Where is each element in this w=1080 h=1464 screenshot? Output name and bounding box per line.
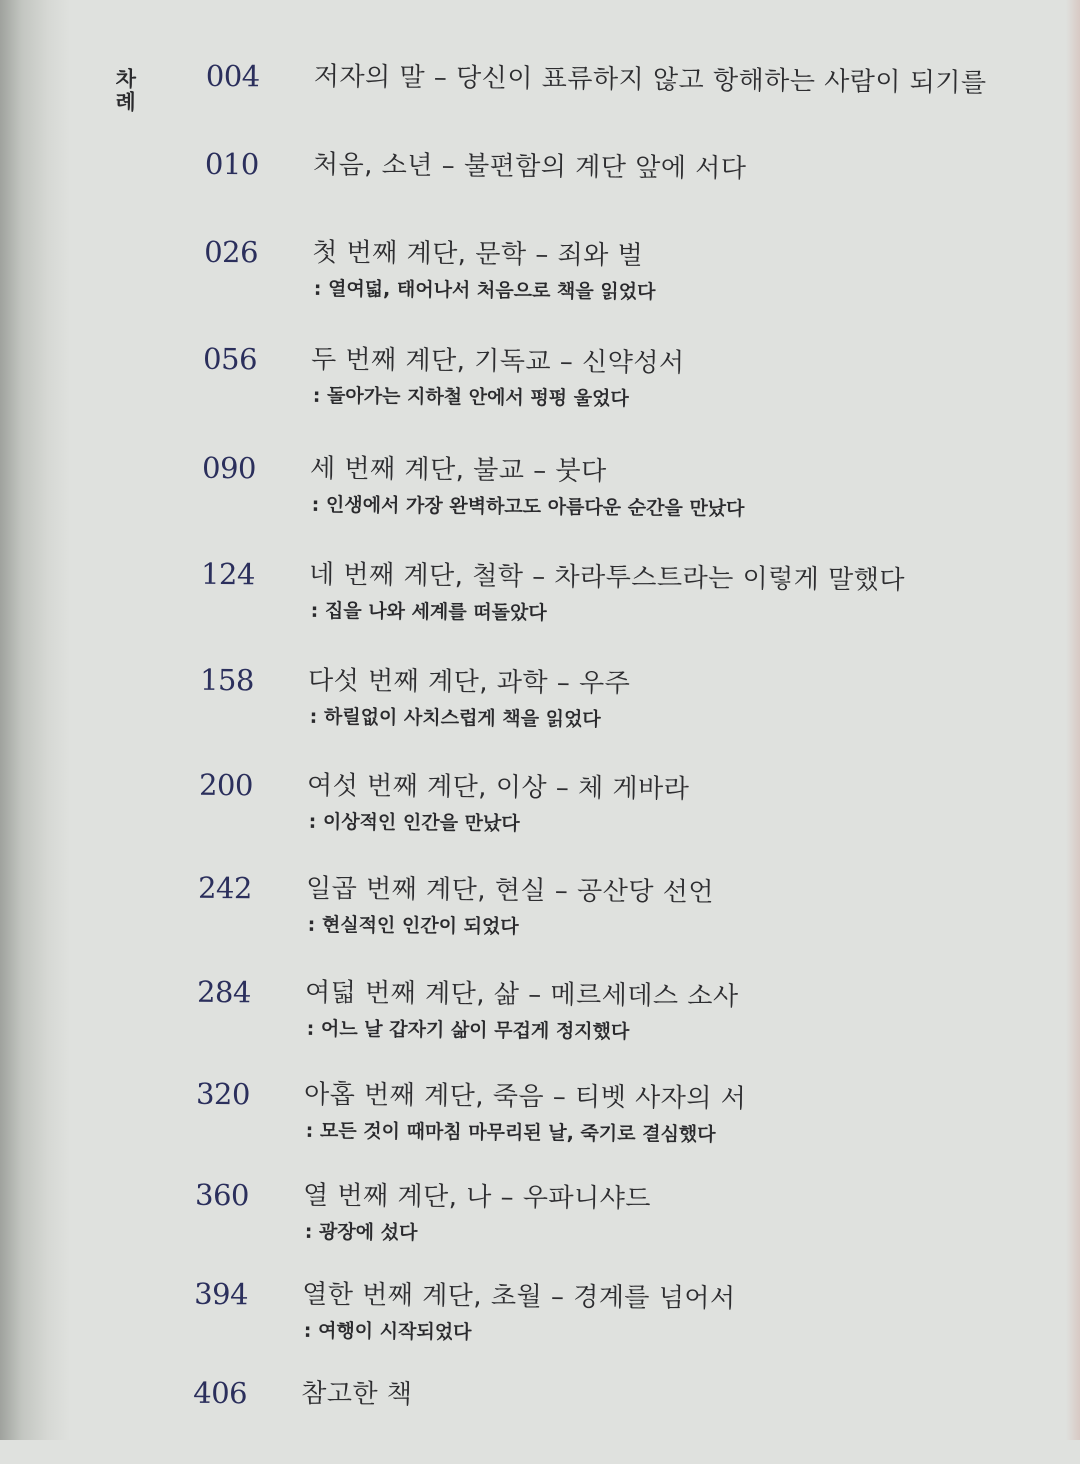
toc-entry [0, 57, 1000, 147]
toc-entry-subtitle: : 인생에서 가장 완벽하고도 아름다운 순간을 만났다 [311, 493, 745, 521]
toc-page-number: 004 [205, 58, 260, 94]
toc-page-number: 406 [193, 1375, 248, 1411]
toc-entry-subtitle: : 하릴없이 사치스럽게 책을 읽었다 [309, 705, 601, 731]
toc-entry-subtitle: : 광장에 섰다 [304, 1220, 418, 1244]
toc-entry-title: 처음, 소년 – 불편함의 계단 앞에 서다 [312, 149, 747, 185]
toc-entry [0, 1374, 987, 1464]
toc-page-number: 026 [203, 234, 259, 270]
toc-entry [0, 1075, 990, 1165]
toc-entry [0, 869, 992, 959]
toc-page-number: 010 [204, 146, 260, 182]
toc-page-number: 200 [198, 767, 254, 803]
toc-page-number: 360 [194, 1177, 250, 1213]
toc-entry-subtitle: : 집을 나와 세계를 떠돌았다 [310, 599, 547, 625]
toc-entry-title: 첫 번째 계단, 문학 – 죄와 벌 [312, 237, 644, 272]
toc-entry-subtitle: : 모든 것이 때마침 마무리된 날, 죽기로 결심했다 [305, 1119, 716, 1146]
toc-page-number: 158 [199, 662, 255, 698]
toc-entry [0, 340, 997, 430]
toc-entry-title: 세 번째 계단, 불교 – 붓다 [309, 453, 607, 487]
toc-page-number: 090 [201, 450, 257, 486]
toc-page-number: 056 [202, 341, 258, 377]
toc-page-number: 284 [196, 974, 252, 1010]
toc-page-number: 394 [193, 1276, 249, 1312]
toc-entry-title: 일곱 번째 계단, 현실 – 공산당 선언 [305, 873, 715, 908]
toc-entry-subtitle: : 여행이 시작되었다 [303, 1319, 472, 1344]
toc-entry-title: 여섯 번째 계단, 이상 – 체 게바라 [306, 770, 690, 805]
toc-entry-title: 열 번째 계단, 나 – 우파니샤드 [302, 1180, 652, 1215]
toc-entry-title: 다섯 번째 계단, 과학 – 우주 [307, 665, 631, 699]
toc-entry [0, 661, 994, 751]
toc-entry-title: 참고한 책 [301, 1378, 413, 1410]
toc-entry-title: 저자의 말 – 당신이 표류하지 않고 항해하는 사람이 되기를 [313, 61, 987, 99]
toc-page-number: 124 [200, 556, 256, 592]
toc-entry [0, 1176, 989, 1266]
toc-page-number: 320 [195, 1076, 251, 1112]
toc-entry [0, 766, 993, 856]
toc-entry [0, 1275, 988, 1365]
toc-entry-subtitle: : 열여덟, 태어나서 처음으로 책을 읽었다 [313, 277, 656, 304]
toc-entry-title: 여덟 번째 계단, 삶 – 메르세데스 소사 [304, 977, 739, 1012]
toc-entry [0, 555, 995, 645]
toc-entry [0, 973, 991, 1063]
toc-entry [0, 233, 998, 323]
toc-entry-title: 두 번째 계단, 기독교 – 신약성서 [310, 344, 685, 379]
toc-entry [0, 145, 999, 235]
toc-entry-subtitle: : 현실적인 인간이 되었다 [307, 913, 519, 938]
toc-entry-subtitle: : 이상적인 인간을 만났다 [308, 810, 520, 835]
toc-entry [0, 449, 996, 539]
toc-entry-subtitle: : 돌아가는 지하철 안에서 펑펑 울었다 [312, 384, 629, 410]
toc-entry-subtitle: : 어느 날 갑자기 삶이 무겁게 정지했다 [306, 1017, 630, 1043]
toc-heading: 차례 [115, 66, 137, 115]
toc-entry-title: 네 번째 계단, 철학 – 차라투스트라는 이렇게 말했다 [308, 559, 906, 596]
toc-page-number: 242 [197, 870, 253, 906]
toc-entry-title: 열한 번째 계단, 초월 – 경계를 넘어서 [302, 1279, 736, 1314]
toc-entry-title: 아홉 번째 계단, 죽음 – 티벳 사자의 서 [303, 1079, 747, 1115]
